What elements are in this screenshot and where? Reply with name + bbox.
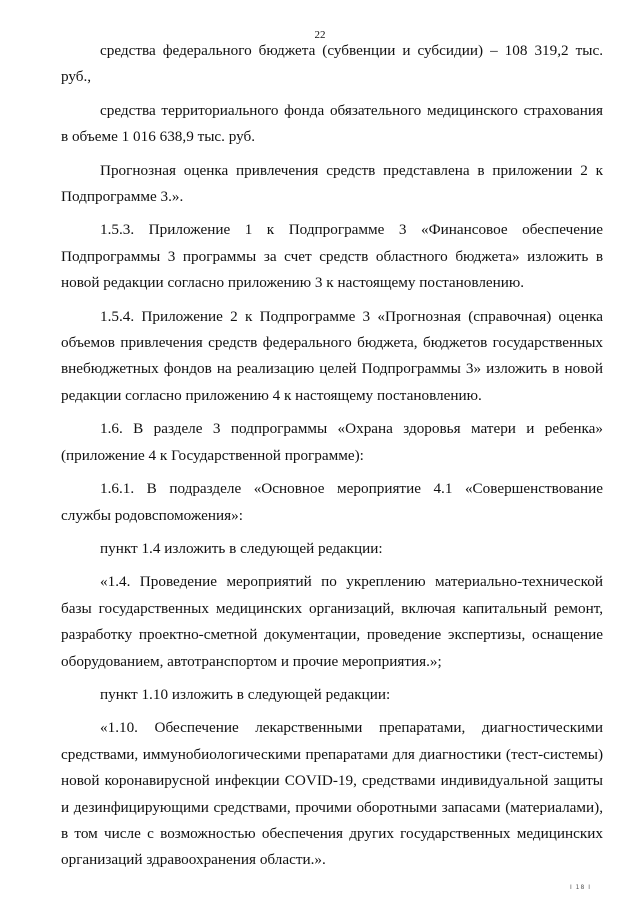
paragraph-1-6-1: 1.6.1. В подразделе «Основное мероприятие 4.1 «Совершенствование службы родовспоможения»: (61, 480, 603, 524)
paragraph-item-1-10: «1.10. Обеспечение лекарственными препаратами, диагностическими средствами, иммунобиологическими препаратами для диагностики (тест-системы) новой коронавирусной инфекции COVID-19, средствами индивидуальной защиты и дезинфицирующими средствами, прочими оборотными запасами (материалами), в том числе с возможностью обеспечения других государственных медицинских организаций здравоохранения области.». (61, 719, 603, 869)
paragraph-federal-budget: средства федерального бюджета (субвенции и субсидии) – 108 319,2 тыс. руб., (61, 42, 603, 86)
paragraph-forecast: Прогнозная оценка привлечения средств представлена в приложении 2 к Подпрограмме 3.». (61, 161, 603, 206)
page-number: 22 (314, 29, 326, 41)
paragraph-item-1-10-intro: пункт 1.10 изложить в следующей редакции: (100, 685, 391, 703)
paragraph-item-1-4-intro: пункт 1.4 изложить в следующей редакции: (100, 539, 383, 557)
paragraph-1-5-3: 1.5.3. Приложение 1 к Подпрограмме 3 «Финансовое обеспечение Подпрограммы 3 программы за счет средств областного бюджета» изложить в новой редакции согласно приложению 3 к настоящему постановлению. (61, 221, 603, 292)
footer-mark: I 18 I (570, 884, 591, 891)
paragraph-oms-fund: средства территориального фонда обязательного медицинского страхования в объеме 1 016 638,9 тыс. руб. (61, 101, 603, 146)
paragraph-1-6: 1.6. В разделе 3 подпрограммы «Охрана здоровья матери и ребенка» (приложение 4 к Государственной программе): (61, 420, 603, 464)
document-body (61, 38, 603, 874)
paragraph-1-5-4: 1.5.4. Приложение 2 к Подпрограмме 3 «Прогнозная (справочная) оценка объемов привлечения средств федерального бюджета, бюджетов государственных внебюджетных фондов на реализацию целей Подпрограммы 3» изложить в новой редакции согласно приложению 4 к настоящему постановлению. (61, 307, 603, 404)
paragraph-item-1-4: «1.4. Проведение мероприятий по укреплению материально-технической базы государственных медицинских организаций, включая капитальный ремонт, разработку проектно-сметной документации, проведение экспертизы, оснащение оборудованием, автотранспортом и прочие мероприятия.»; (61, 573, 603, 670)
